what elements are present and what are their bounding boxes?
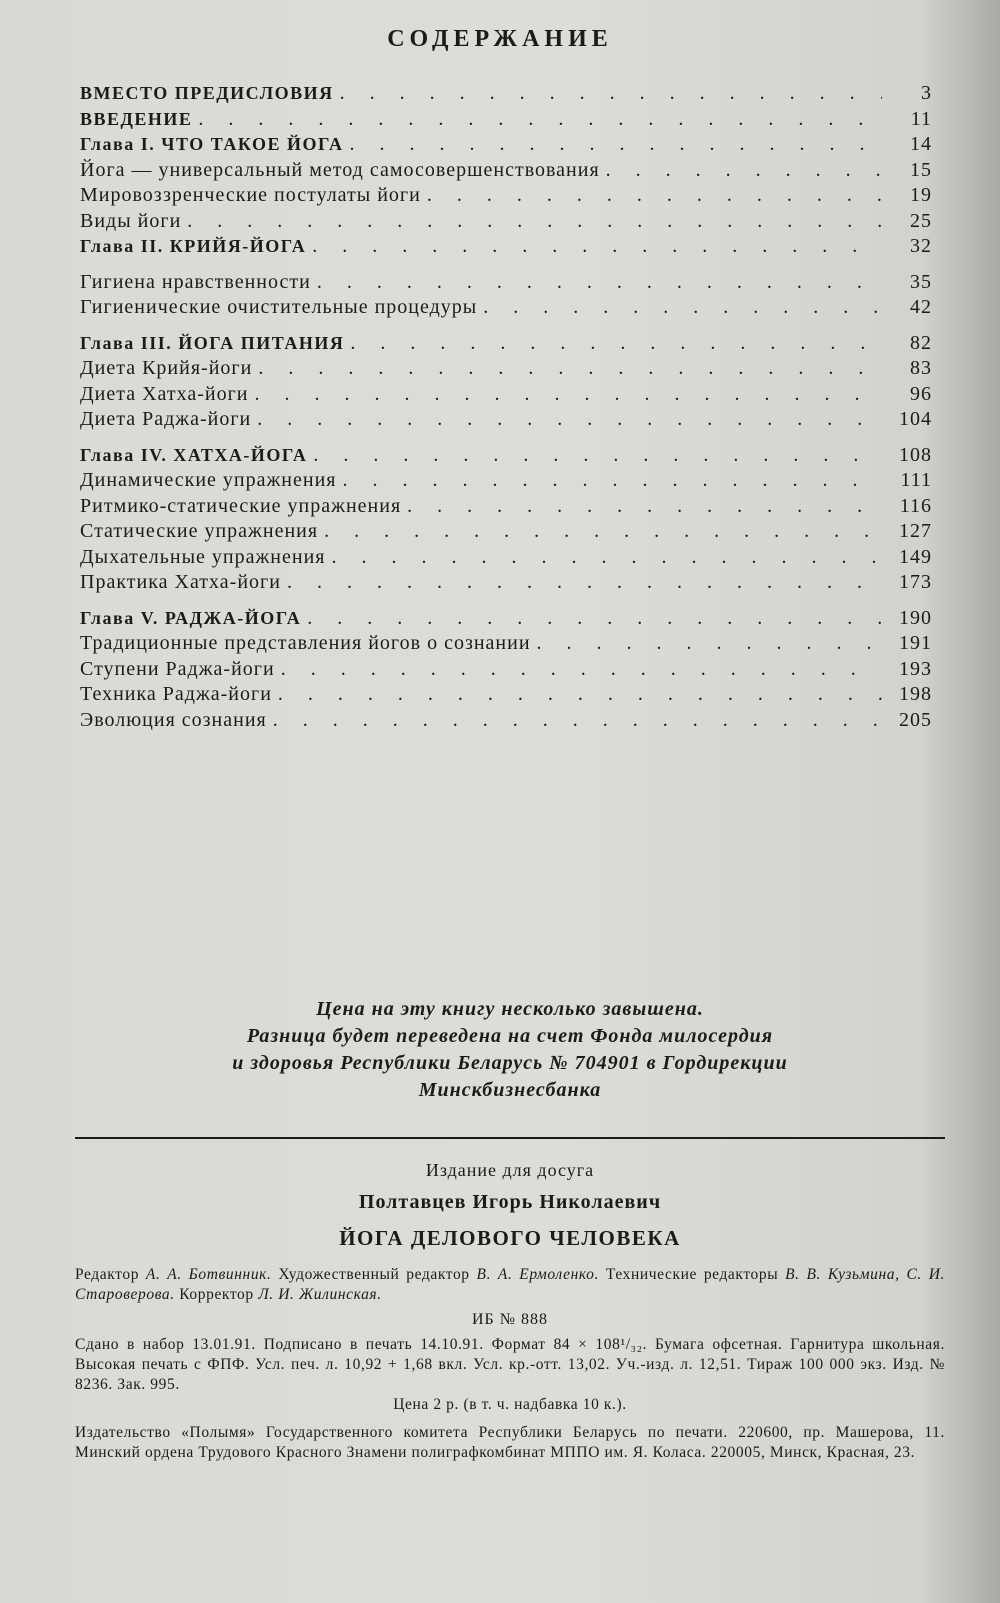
- toc-row: [80, 357, 932, 383]
- toc-entry-label: Гигиена нравственности: [80, 270, 311, 293]
- leader-dots: [257, 408, 882, 431]
- leader-dots: [278, 683, 882, 706]
- price-notice: [80, 996, 940, 1104]
- toc-row: [80, 683, 932, 709]
- toc-page-number: 35: [910, 270, 932, 293]
- notice-line: Цена на эту книгу несколько завышена.: [316, 998, 704, 1020]
- leader-dots: [258, 357, 882, 380]
- toc-page-number: 198: [899, 683, 932, 705]
- toc-row: [80, 82, 932, 108]
- toc-page-number: 193: [899, 657, 932, 680]
- toc-row: [80, 296, 932, 322]
- toc-row: [80, 235, 932, 261]
- toc-entry-label: Традиционные представления йогов о сознании: [80, 632, 531, 654]
- toc-page-number: 104: [899, 408, 932, 430]
- toc-row: [80, 571, 932, 597]
- toc-row: [80, 632, 932, 658]
- toc-entry-label: Дыхательные упражнения: [80, 545, 326, 568]
- toc-entry-label: Виды йоги: [80, 209, 182, 232]
- leader-dots: [332, 546, 883, 569]
- leader-dots: [287, 571, 882, 594]
- toc-chapter-label: Глава III. ЙОГА ПИТАНИЯ: [80, 332, 345, 353]
- toc-page-number: 173: [899, 571, 932, 593]
- toc-row: [80, 469, 932, 495]
- leader-dots: [273, 709, 882, 732]
- toc-chapter-label: Глава II. КРИЙЯ-ЙОГА: [80, 236, 307, 256]
- leader-dots: [340, 82, 882, 105]
- toc-row: [80, 159, 932, 185]
- toc-page-number: 15: [910, 158, 932, 181]
- leader-dots: [312, 235, 882, 258]
- price-line: Цена 2 р. (в т. ч. надбавка 10 к.).: [393, 1396, 627, 1413]
- toc-page-number: 127: [899, 520, 932, 542]
- toc-page-number: 116: [899, 494, 932, 517]
- leader-dots: [350, 332, 882, 355]
- toc-row: [80, 495, 932, 521]
- leader-dots: [407, 495, 882, 518]
- editors-credits: Редактор А. А. Ботвинник. Художественный редактор В. А. Ермоленко. Технические редакторы В. В. Кузьмина, С. И. Староверова. Корректор Л. И. Жилинская.: [75, 1266, 945, 1303]
- leader-dots: [313, 444, 882, 467]
- ib-number: ИБ № 888: [471, 1311, 548, 1328]
- toc-entry-label: Динамические упражнения: [80, 469, 337, 491]
- toc-row: [80, 271, 932, 297]
- leader-dots: [198, 108, 882, 131]
- toc-row: [80, 332, 932, 358]
- table-of-contents: [80, 82, 932, 734]
- toc-row: [80, 607, 932, 633]
- toc-entry-label: Гигиенические очистительные процедуры: [80, 296, 478, 318]
- toc-entry-label: Техника Раджа-йоги: [80, 683, 272, 705]
- toc-page-number: 190: [899, 606, 932, 629]
- colophon: [75, 1160, 945, 1463]
- author-name: Полтавцев Игорь Николаевич: [358, 1191, 662, 1213]
- leader-dots: [349, 133, 882, 156]
- toc-page-number: 32: [910, 235, 932, 257]
- toc-entry-label: Йога — универсальный метод самосовершенствования: [80, 158, 600, 181]
- toc-row: [80, 709, 932, 735]
- toc-page-number: 19: [910, 184, 932, 206]
- toc-page-number: 14: [910, 133, 932, 155]
- toc-entry-label: Мировоззренческие постулаты йоги: [80, 184, 421, 206]
- toc-page-number: 42: [910, 296, 932, 318]
- print-details: Сдано в набор 13.01.91. Подписано в печать 14.10.91. Формат 84 × 108¹/₃₂. Бумага офсетная. Гарнитура школьная. Высокая печать с ФПФ. Усл. печ. л. 10,92 + 1,68 вкл. Усл. кр.-отт. 13,02. Уч.-изд. л. 12,51. Тираж 100 000 экз. Изд. № 8236. Зак. 995.: [75, 1336, 945, 1393]
- leader-dots: [427, 184, 882, 207]
- toc-page-number: 83: [910, 357, 932, 379]
- toc-page-number: 96: [910, 382, 932, 405]
- leader-dots: [307, 607, 882, 630]
- leader-dots: [483, 296, 882, 319]
- edition-type: Издание для досуга: [425, 1160, 595, 1180]
- horizontal-divider: [75, 1137, 945, 1139]
- toc-page-number: 205: [899, 708, 932, 731]
- toc-chapter-label: Глава IV. ХАТХА-ЙОГА: [80, 444, 308, 465]
- book-title: ЙОГА ДЕЛОВОГО ЧЕЛОВЕКА: [339, 1226, 681, 1250]
- toc-row: [80, 444, 932, 470]
- notice-line: Минскбизнесбанка: [418, 1079, 602, 1101]
- toc-page-number: 111: [900, 469, 932, 491]
- toc-row: [80, 408, 932, 434]
- toc-chapter-label: Глава I. ЧТО ТАКОЕ ЙОГА: [80, 134, 344, 154]
- toc-page-number: 149: [899, 545, 932, 568]
- leader-dots: [342, 469, 882, 492]
- leader-dots: [606, 159, 882, 182]
- toc-entry-label: Эволюция сознания: [80, 708, 267, 731]
- toc-entry-label: Практика Хатха-йоги: [80, 571, 281, 593]
- toc-page-number: 82: [910, 331, 932, 354]
- toc-chapter-label: Глава V. РАДЖА-ЙОГА: [80, 607, 302, 628]
- toc-entry-label: Диета Хатха-йоги: [80, 382, 249, 405]
- leader-dots: [317, 271, 882, 294]
- toc-row: [80, 658, 932, 684]
- toc-page-number: 108: [899, 443, 932, 466]
- toc-row: [80, 520, 932, 546]
- toc-entry-label: Диета Раджа-йоги: [80, 408, 252, 430]
- notice-line: и здоровья Республики Беларусь № 704901 в Гордирекции: [232, 1052, 788, 1074]
- toc-row: [80, 184, 932, 210]
- toc-entry-label: ВМЕСТО ПРЕДИСЛОВИЯ: [80, 83, 334, 103]
- toc-page-number: 3: [921, 82, 932, 104]
- toc-page-number: 11: [910, 107, 932, 130]
- toc-row: [80, 546, 932, 572]
- toc-entry-label: Диета Крийя-йоги: [80, 357, 253, 379]
- toc-row: [80, 210, 932, 236]
- leader-dots: [255, 383, 882, 406]
- toc-entry-label: Ступени Раджа-йоги: [80, 657, 275, 680]
- toc-entry-label: ВВЕДЕНИЕ: [80, 108, 193, 129]
- toc-entry-label: Ритмико-статические упражнения: [80, 494, 402, 517]
- leader-dots: [324, 520, 882, 543]
- leader-dots: [281, 658, 882, 681]
- toc-row: [80, 133, 932, 159]
- notice-line: Разница будет переведена на счет Фонда милосердия: [246, 1025, 774, 1047]
- toc-page-number: 25: [910, 209, 932, 232]
- toc-heading: СОДЕРЖАНИЕ: [387, 26, 613, 52]
- publisher-info: Издательство «Полымя» Государственного комитета Республики Беларусь по печати. 220600, пр. Машерова, 11. Минский ордена Трудового Красного Знамени полиграфкомбинат МППО им. Я. Коласа. 220005, Минск, Красная, 23.: [75, 1424, 945, 1461]
- toc-page-number: 191: [899, 632, 932, 654]
- toc-row: [80, 108, 932, 134]
- toc-row: [80, 383, 932, 409]
- toc-entry-label: Статические упражнения: [80, 520, 319, 542]
- leader-dots: [537, 632, 882, 655]
- leader-dots: [187, 210, 882, 233]
